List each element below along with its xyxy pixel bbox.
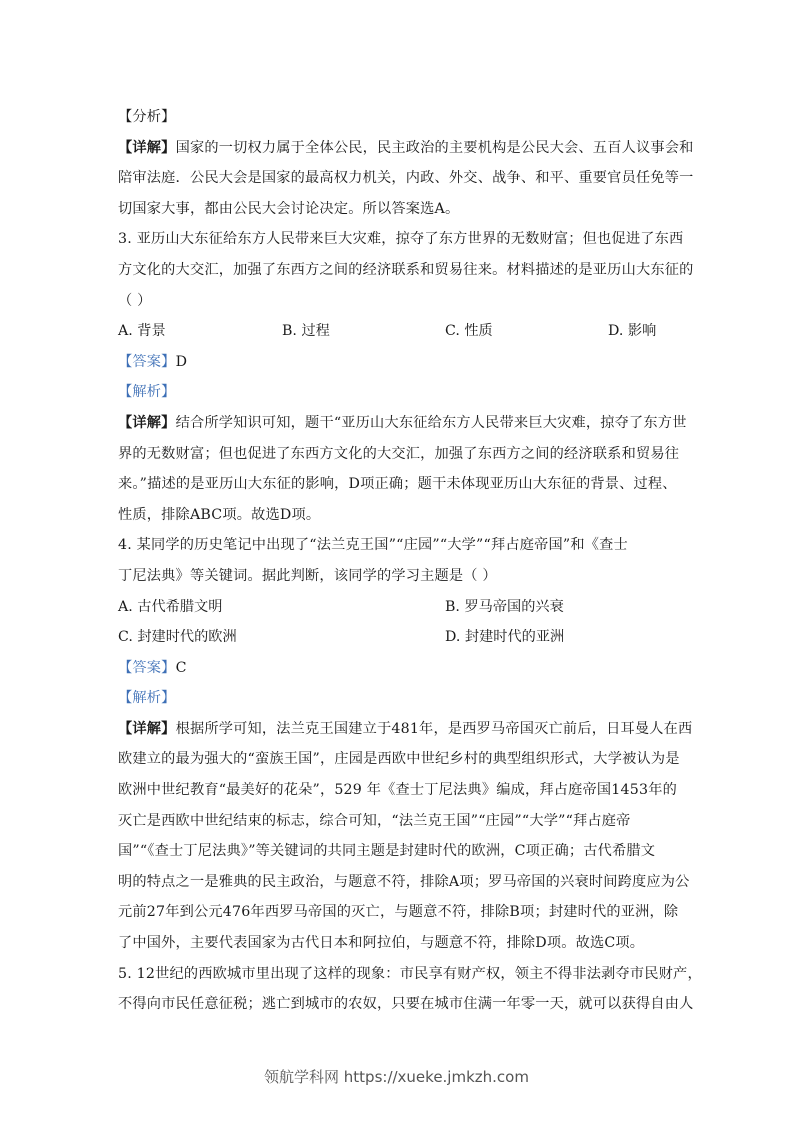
q5-stem-line-1: 5. 12世纪的西欧城市里出现了这样的现象：市民享有财产权，领主不得非法剥夺市民财产， <box>118 965 702 982</box>
q4-options-row-2 <box>118 622 678 653</box>
answer-value: C <box>175 659 187 676</box>
q3-option-b: B. 过程 <box>282 323 330 340</box>
detail-label: 【详解】 <box>118 720 176 737</box>
q2-analysis-heading <box>118 102 678 133</box>
q2-detail-line-2: 陪审法庭．公民大会是国家的最高权力机关，内政、外交、战争、和平、重要官员任免等一 <box>118 170 694 187</box>
q3-option-d: D. 影响 <box>608 323 657 340</box>
q4-detail-line-1: 【详解】根据所学可知，法兰克王国建立于481年，是西罗马帝国灭亡前后，日耳曼人在西 <box>118 720 693 737</box>
analysis-label: 【解析】 <box>118 384 176 401</box>
q2-detail-line-1: 【详解】国家的一切权力属于全体公民，民主政治的主要机构是公民大会、五百人议事会和 <box>118 139 694 156</box>
q3-stem-line-3: （ ） <box>118 292 152 309</box>
q3-options <box>118 316 678 347</box>
q4-detail-line-2: 欧建立的最为强大的“蛮族王国”，庄园是西欧中世纪乡村的典型组织形式，大学被认为是 <box>118 751 680 768</box>
q3-detail-line-1: 【详解】结合所学知识可知，题干“亚历山大东征给东方人民带来巨大灾难，掠夺了东方世 <box>118 414 687 431</box>
answer-label: 【答案】 <box>118 659 176 676</box>
q4-option-b: B. 罗马帝国的兴衰 <box>445 598 564 615</box>
q3-analysis-heading <box>118 377 678 408</box>
footer-watermark: 领航学科网 https://xueke.jmkzh.com <box>264 1068 529 1086</box>
detail-label: 【详解】 <box>118 414 176 431</box>
q4-detail-line-7: 元前27年到公元476年西罗马帝国的灭亡，与题意不符，排除B项；封建时代的亚洲，除 <box>118 904 679 921</box>
q3-option-c: C. 性质 <box>445 323 493 340</box>
q3-detail-line-2: 界的无数财富；但也促进了东西方文化的大交汇，加强了东西方之间的经济联系和贸易往 <box>118 445 680 462</box>
q4-detail-line-4: 灭亡是西欧中世纪结束的标志，综合可知，“法兰克王国”“庄园”“大学”“拜占庭帝 <box>118 812 631 829</box>
q4-stem-line-1: 4. 某同学的历史笔记中出现了“法兰克王国”“庄园”“大学”“拜占庭帝国”和《查士 <box>118 537 628 554</box>
document-page <box>118 102 702 1020</box>
q4-option-c: C. 封建时代的欧洲 <box>118 629 237 646</box>
q3-detail-line-3: 来。”描述的是亚历山大东征的影响，D项正确；题干未体现亚历山大东征的背景、过程、 <box>118 476 677 493</box>
q3-stem-line-2: 方文化的大交汇，加强了东西方之间的经济联系和贸易往来。材料描述的是亚历山大东征的 <box>118 261 694 278</box>
q3-answer <box>118 347 678 378</box>
q3-detail-line-4: 性质，排除ABC项。故选D项。 <box>118 506 321 523</box>
q5-stem-line-2: 不得向市民任意征税；逃亡到城市的农奴，只要在城市住满一年零一天，就可以获得自由人 <box>118 996 694 1013</box>
q4-detail-line-8: 了中国外，主要代表国家为古代日本和阿拉伯，与题意不符，排除D项。故选C项。 <box>118 935 645 952</box>
q3-option-a: A. 背景 <box>118 323 166 340</box>
q2-detail-line-3: 切国家大事，都由公民大会讨论决定。所以答案选A。 <box>118 200 460 217</box>
analysis-label: 【解析】 <box>118 690 176 707</box>
detail-label: 【详解】 <box>118 139 176 156</box>
q4-option-d: D. 封建时代的亚洲 <box>445 629 565 646</box>
q4-analysis-heading <box>118 683 678 714</box>
answer-value: D <box>175 353 188 370</box>
q4-detail-line-5: 国”“《查士丁尼法典》”等关键词的共同主题是封建时代的欧洲，C项正确；古代希腊文 <box>118 843 656 860</box>
q4-answer <box>118 653 678 684</box>
analysis-label: 【分析】 <box>118 109 176 125</box>
q4-stem-line-2: 丁尼法典》等关键词。据此判断，该同学的学习主题是（ ） <box>118 567 497 584</box>
answer-label: 【答案】 <box>118 353 176 370</box>
q3-stem-line-1: 3. 亚历山大东征给东方人民带来巨大灾难，掠夺了东方世界的无数财富；但也促进了东西 <box>118 231 684 248</box>
q4-detail-line-6: 明的特点之一是雅典的民主政治，与题意不符，排除A项；罗马帝国的兴衰时间跨度应为公 <box>118 873 690 890</box>
q4-options-row-1 <box>118 592 678 623</box>
q4-option-a: A. 古代希腊文明 <box>118 598 223 615</box>
q4-detail-line-3: 欧洲中世纪教育“最美好的花朵”，529 年《查士丁尼法典》编成，拜占庭帝国1453年的 <box>118 782 677 799</box>
